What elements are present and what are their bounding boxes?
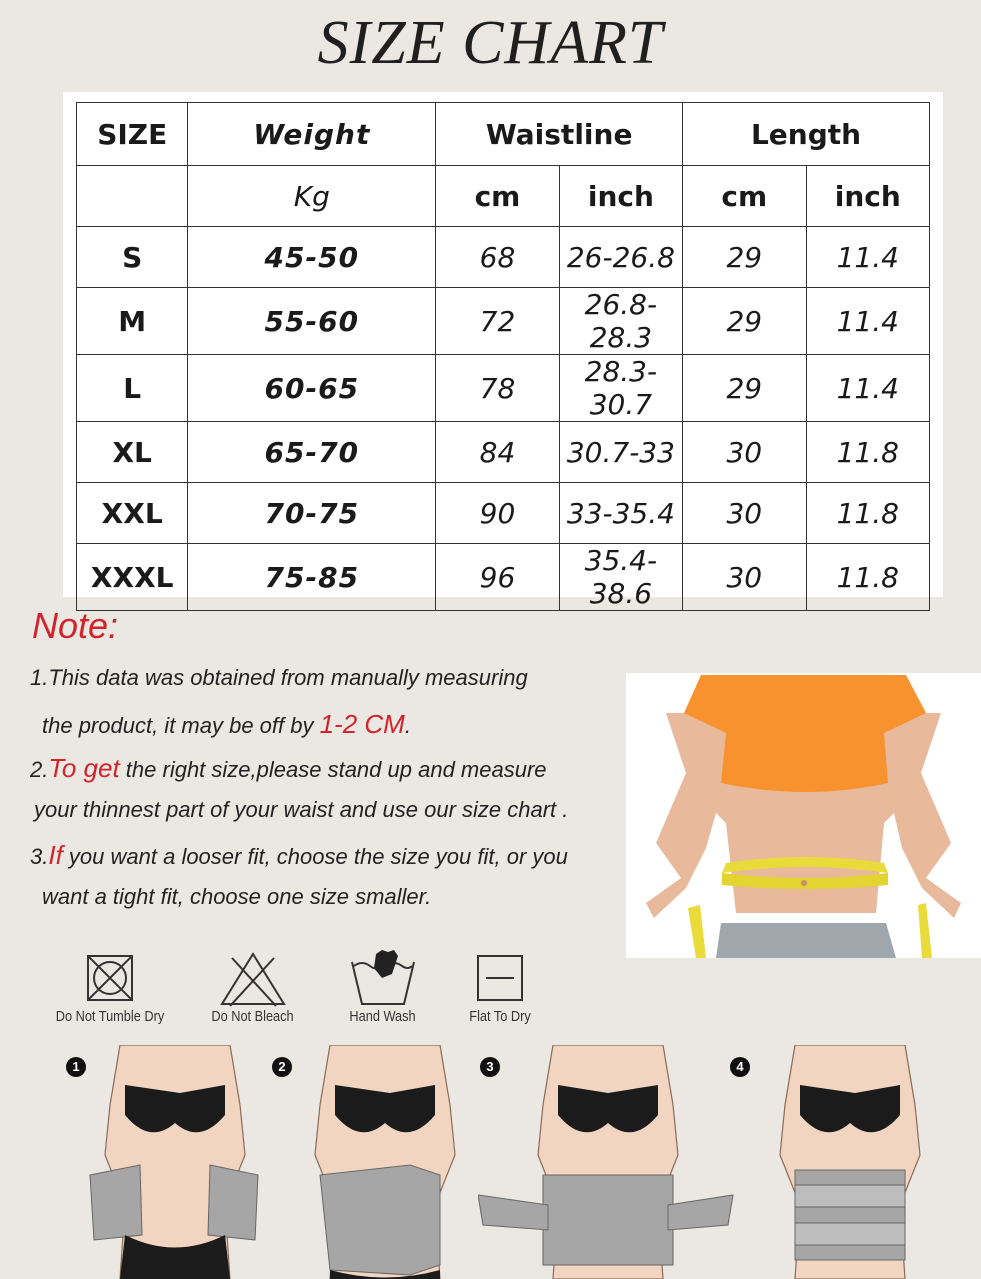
table-row — [77, 227, 930, 288]
unit-empty — [77, 166, 188, 227]
cell-length-cm: 30 — [683, 544, 806, 611]
header-length: Length — [683, 103, 930, 166]
cell-length-inch: 11.8 — [806, 422, 929, 483]
hand-wash-icon — [348, 948, 418, 1008]
care-label: Do Not Tumble Dry — [55, 1008, 165, 1025]
cell-waist-cm: 84 — [436, 422, 559, 483]
cell-weight: 55-60 — [188, 288, 436, 355]
table-row — [77, 544, 930, 611]
unit-waist-inch: inch — [559, 166, 682, 227]
cell-length-cm: 29 — [683, 355, 806, 422]
note-heading: Note: — [32, 605, 119, 646]
note-line-1a: 1.This data was obtained from manually measuring — [30, 665, 528, 690]
cell-length-inch: 11.4 — [806, 227, 929, 288]
step-number-1: 1 — [66, 1057, 86, 1077]
cell-weight: 70-75 — [188, 483, 436, 544]
wearing-steps — [0, 1045, 981, 1279]
header-size: SIZE — [77, 103, 188, 166]
flat-to-dry-icon — [470, 948, 530, 1008]
cell-size: XXXL — [77, 544, 188, 611]
waist-measure-photo — [626, 673, 981, 958]
table-row — [77, 355, 930, 422]
note-line-2b: your thinnest part of your waist and use our size chart . — [34, 797, 569, 822]
measuring-waist-illustration — [626, 673, 981, 958]
unit-length-inch: inch — [806, 166, 929, 227]
cell-size: M — [77, 288, 188, 355]
step-1-figure — [80, 1045, 270, 1279]
note-3-highlight: If — [48, 840, 63, 870]
care-do-not-bleach — [190, 948, 315, 1038]
cell-size: L — [77, 355, 188, 422]
table-row — [77, 422, 930, 483]
cell-waist-inch: 33-35.4 — [559, 483, 682, 544]
cell-waist-cm: 72 — [436, 288, 559, 355]
cell-waist-cm: 96 — [436, 544, 559, 611]
care-label: Flat To Dry — [469, 1008, 531, 1025]
care-label: Do Not Bleach — [211, 1008, 294, 1025]
step-3-figure — [478, 1045, 738, 1279]
page-title: SIZE CHART — [317, 9, 664, 77]
care-hand-wash — [325, 948, 440, 1038]
cell-weight: 45-50 — [188, 227, 436, 288]
care-do-not-tumble-dry — [40, 948, 180, 1038]
cell-length-inch: 11.8 — [806, 544, 929, 611]
care-label: Hand Wash — [349, 1008, 416, 1025]
cell-weight: 60-65 — [188, 355, 436, 422]
care-flat-to-dry — [450, 948, 550, 1038]
cell-waist-inch: 35.4-38.6 — [559, 544, 682, 611]
cell-length-inch: 11.4 — [806, 355, 929, 422]
header-waistline: Waistline — [436, 103, 683, 166]
note-3a-text: you want a looser fit, choose the size you fit, or you — [62, 844, 568, 869]
note-1-end: . — [404, 713, 411, 738]
cell-size: XXL — [77, 483, 188, 544]
cell-weight: 75-85 — [188, 544, 436, 611]
cell-length-inch: 11.8 — [806, 483, 929, 544]
cell-waist-inch: 26-26.8 — [559, 227, 682, 288]
cell-waist-cm: 90 — [436, 483, 559, 544]
unit-weight: Kg — [188, 166, 436, 227]
unit-length-cm: cm — [683, 166, 806, 227]
cell-length-cm: 29 — [683, 227, 806, 288]
unit-waist-cm: cm — [436, 166, 559, 227]
size-table-card — [63, 92, 943, 610]
cell-length-cm: 29 — [683, 288, 806, 355]
note-line-2a — [30, 753, 547, 784]
cell-length-cm: 30 — [683, 483, 806, 544]
step-2-figure — [290, 1045, 480, 1279]
cell-weight: 65-70 — [188, 422, 436, 483]
note-2-num: 2. — [30, 757, 49, 782]
cell-waist-inch: 28.3-30.7 — [559, 355, 682, 422]
note-line-3a — [30, 840, 568, 871]
header-weight: Weight — [188, 103, 436, 166]
do-not-bleach-icon — [218, 948, 288, 1008]
cell-waist-inch: 30.7-33 — [559, 422, 682, 483]
cell-length-cm: 30 — [683, 422, 806, 483]
note-line-1b — [42, 709, 411, 740]
step-number-3: 3 — [480, 1057, 500, 1077]
note-line-3b: want a tight fit, choose one size smaller. — [42, 884, 432, 909]
cell-size: XL — [77, 422, 188, 483]
cell-waist-inch: 26.8-28.3 — [559, 288, 682, 355]
note-2a-text: the right size,please stand up and measure — [119, 757, 547, 782]
table-row — [77, 288, 930, 355]
note-1-highlight: 1-2 CM — [319, 709, 405, 739]
table-row — [77, 483, 930, 544]
note-1b-text: the product, it may be off by — [42, 713, 320, 738]
step-number-4: 4 — [730, 1057, 750, 1077]
step-number-2: 2 — [272, 1057, 292, 1077]
note-3-num: 3. — [30, 844, 49, 869]
step-4-figure — [755, 1045, 945, 1279]
cell-waist-cm: 78 — [436, 355, 559, 422]
size-table — [76, 102, 930, 611]
cell-waist-cm: 68 — [436, 227, 559, 288]
note-2-highlight: To get — [48, 753, 120, 783]
cell-length-inch: 11.4 — [806, 288, 929, 355]
do-not-tumble-dry-icon — [80, 948, 140, 1008]
cell-size: S — [77, 227, 188, 288]
